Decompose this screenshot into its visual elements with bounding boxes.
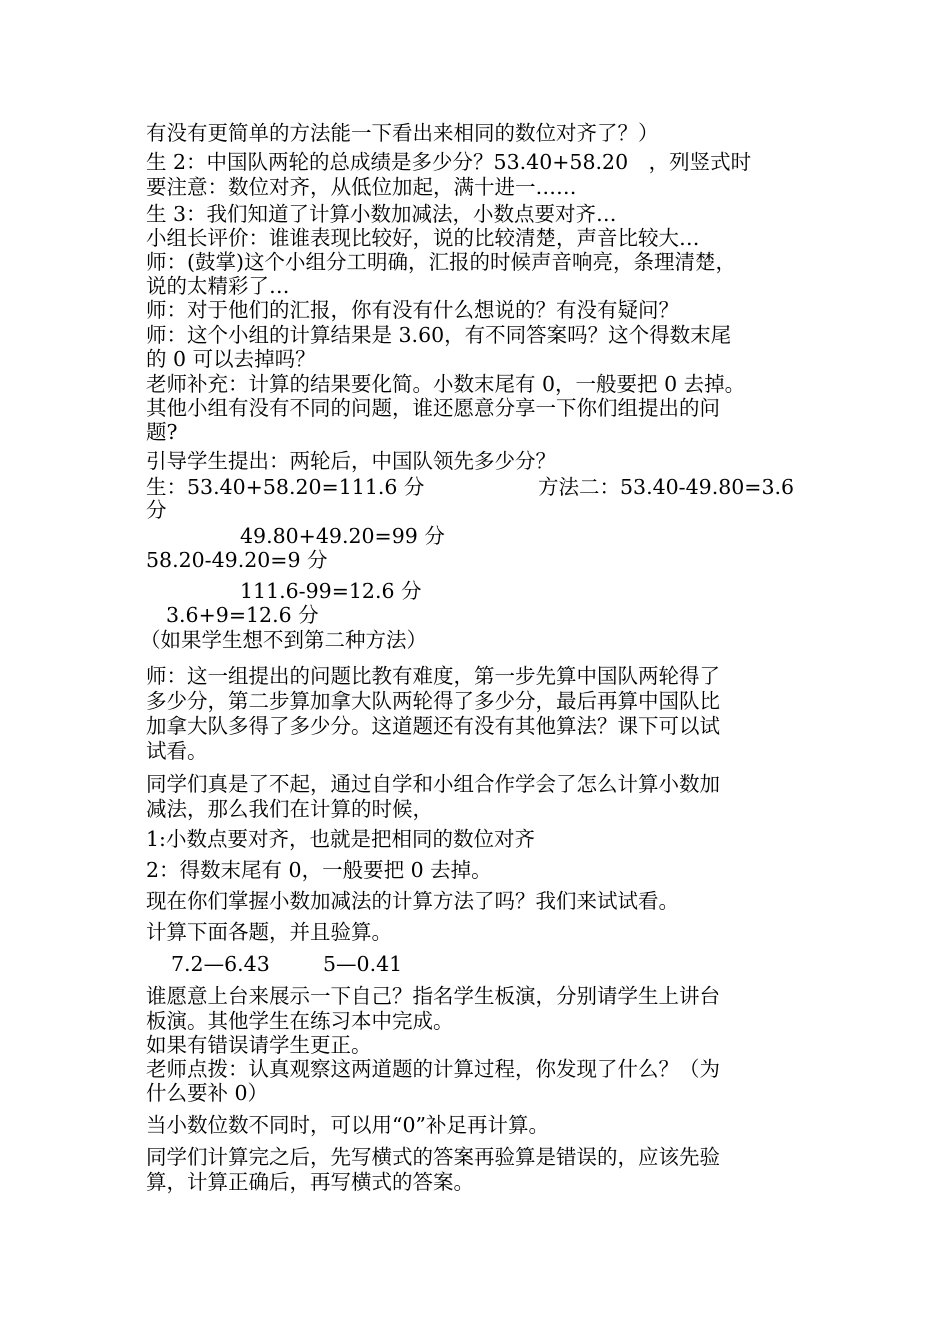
text-line: 7.2—6.43 — [171, 952, 270, 976]
text-line: 当小数位数不同时，可以用“0”补足再计算。 — [146, 1113, 550, 1137]
text-line: 现在你们掌握小数加减法的计算方法了吗？我们来试试看。 — [146, 889, 679, 913]
text-line: 多少分，第二步算加拿大队两轮得了多少分，最后再算中国队比 — [146, 689, 720, 713]
text-line: 同学们计算完之后，先写横式的答案再验算是错误的，应该先验 — [146, 1145, 720, 1169]
text-line: 111.6-99=12.6 分 — [240, 579, 422, 603]
text-line: 老师补充：计算的结果要化简。小数末尾有 0，一般要把 0 去掉。 — [146, 372, 746, 396]
text-line: 有没有更简单的方法能一下看出来相同的数位对齐了？） — [146, 121, 659, 145]
text-line: 老师点拨：认真观察这两道题的计算过程，你发现了什么？（为 — [146, 1057, 720, 1081]
text-line: 分 — [146, 498, 167, 522]
text-line: 试看。 — [146, 739, 208, 763]
text-line: 师：这一组提出的问题比教有难度，第一步先算中国队两轮得了 — [146, 664, 720, 688]
text-line: 2：得数末尾有 0，一般要把 0 去掉。 — [146, 858, 492, 882]
text-line: 3.6+9=12.6 分 — [166, 603, 319, 627]
text-line: 师：(鼓掌)这个小组分工明确，汇报的时候声音响亮，条理清楚， — [146, 250, 736, 274]
text-line: 题? — [146, 420, 178, 444]
text-line: 58.20-49.20=9 分 — [146, 548, 328, 572]
text-line: 引导学生提出：两轮后，中国队领先多少分？ — [146, 449, 556, 473]
text-line: 生：53.40+58.20=111.6 分 — [146, 475, 425, 499]
text-line: 说的太精彩了… — [146, 274, 290, 298]
text-line: 同学们真是了不起，通过自学和小组合作学会了怎么计算小数加 — [146, 772, 720, 796]
text-line: 减法，那么我们在计算的时候， — [146, 797, 433, 821]
text-line: 小组长评价：谁谁表现比较好，说的比较清楚，声音比较大… — [146, 226, 700, 250]
text-line: （如果学生想不到第二种方法） — [140, 628, 427, 652]
text-line: 谁愿意上台来展示一下自己？指名学生板演，分别请学生上讲台 — [146, 984, 720, 1008]
text-line: 师：这个小组的计算结果是 3.60，有不同答案吗？这个得数末尾 — [146, 323, 732, 347]
text-line: 算，计算正确后，再写横式的答案。 — [146, 1170, 474, 1194]
text-line: 加拿大队多得了多少分。这道题还有没有其他算法？课下可以试 — [146, 714, 720, 738]
text-line: 5—0.41 — [323, 952, 403, 976]
text-line: 如果有错误请学生更正。 — [146, 1033, 372, 1057]
text-line: 49.80+49.20=99 分 — [240, 524, 445, 548]
text-line: 方法二：53.40-49.80=3.6 — [538, 475, 795, 499]
text-line: 生 3：我们知道了计算小数加减法，小数点要对齐… — [146, 202, 617, 226]
text-line: 生 2：中国队两轮的总成绩是多少分？53.40+58.20 ，列竖式时 — [146, 150, 752, 174]
text-line: 其他小组有没有不同的问题，谁还愿意分享一下你们组提出的问 — [146, 396, 720, 420]
text-line: 什么要补 0） — [146, 1081, 269, 1105]
text-line: 师：对于他们的汇报，你有没有什么想说的？有没有疑问？ — [146, 298, 679, 322]
text-line: 1:小数点要对齐，也就是把相同的数位对齐 — [146, 827, 535, 851]
text-line: 板演。其他学生在练习本中完成。 — [146, 1009, 454, 1033]
text-line: 计算下面各题，并且验算。 — [146, 920, 392, 944]
text-line: 的 0 可以去掉吗？ — [146, 347, 316, 371]
text-line: 要注意：数位对齐，从低位加起，满十进一…… — [146, 175, 577, 199]
